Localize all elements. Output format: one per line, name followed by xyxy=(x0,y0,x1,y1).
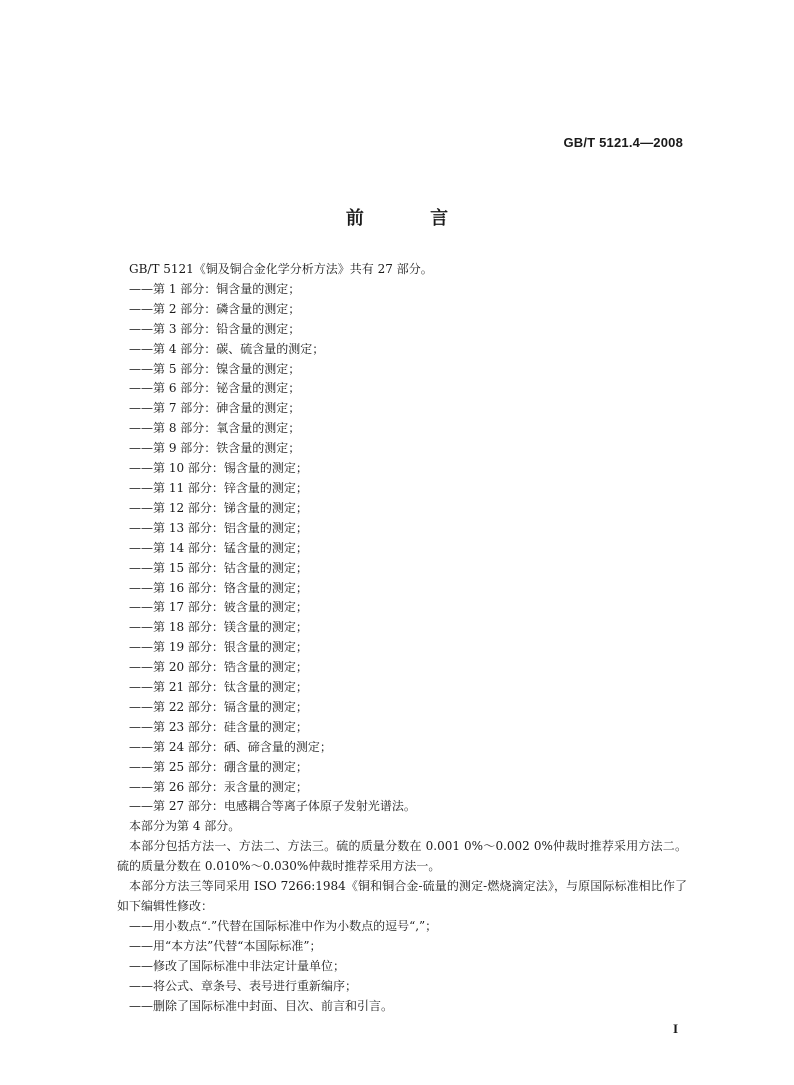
part-list-item: ——第 14 部分：锰含量的测定； xyxy=(129,540,308,555)
foreword-body xyxy=(117,260,687,1016)
part-list-item: ——第 20 部分：锆含量的测定； xyxy=(129,660,308,675)
part-list-item: ——第 9 部分：铁含量的测定； xyxy=(129,441,301,456)
this-part-line: 本部分为第 4 部分。 xyxy=(129,819,241,834)
standard-code: GB/T 5121.4—2008 xyxy=(563,135,683,150)
modification-list-item: ——修改了国际标准中非法定计量单位； xyxy=(129,958,346,973)
part-list-item: ——第 18 部分：镁含量的测定； xyxy=(129,620,308,635)
part-list-item: ——第 12 部分：锑含量的测定； xyxy=(129,500,308,515)
modification-list-item: ——用“本方法”代替“本国际标准”； xyxy=(129,938,322,953)
part-list-item: ——第 13 部分：铝含量的测定； xyxy=(129,520,308,535)
modifications-list xyxy=(117,917,687,1017)
part-list-item: ——第 22 部分：镉含量的测定； xyxy=(129,699,308,714)
modification-list-item: ——删除了国际标准中封面、目次、前言和引言。 xyxy=(129,998,394,1013)
part-list-item: ——第 11 部分：锌含量的测定； xyxy=(129,480,308,495)
part-list-item: ——第 5 部分：镍含量的测定； xyxy=(129,361,301,376)
parts-list xyxy=(117,280,687,817)
modification-list-item: ——用小数点“.”代替在国际标准中作为小数点的逗号“,”； xyxy=(129,918,438,933)
part-list-item: ——第 25 部分：硼含量的测定； xyxy=(129,759,308,774)
part-list-item: ——第 19 部分：银含量的测定； xyxy=(129,640,308,655)
equivalence-paragraph: 本部分方法三等同采用 ISO 7266:1984《铜和铜合金-硫量的测定-燃烧滴定法》，与原国际标准相比作了如下编辑性修改： xyxy=(117,879,687,913)
part-list-item: ——第 16 部分：铬含量的测定； xyxy=(129,580,308,595)
intro-line: GB/T 5121《铜及铜合金化学分析方法》共有 27 部分。 xyxy=(129,262,433,276)
page-title: 前 言 xyxy=(345,208,479,229)
part-list-item: ——第 27 部分：电感耦合等离子体原子发射光谱法。 xyxy=(129,799,416,814)
part-list-item: ——第 23 部分：硅含量的测定； xyxy=(129,719,308,734)
part-list-item: ——第 24 部分：硒、碲含量的测定； xyxy=(129,739,332,754)
part-list-item: ——第 7 部分：砷含量的测定； xyxy=(129,401,301,416)
methods-paragraph: 本部分包括方法一、方法二、方法三。硫的质量分数在 0.001 0%～0.002 0%仲裁时推荐采用方法二。硫的质量分数在 0.010%～0.030%仲裁时推荐采用方法一。 xyxy=(117,839,687,874)
part-list-item: ——第 8 部分：氧含量的测定； xyxy=(129,421,301,436)
part-list-item: ——第 26 部分：汞含量的测定； xyxy=(129,779,308,794)
part-list-item: ——第 3 部分：铅含量的测定； xyxy=(129,321,301,336)
part-list-item: ——第 10 部分：锡含量的测定； xyxy=(129,461,308,476)
part-list-item: ——第 1 部分：铜含量的测定； xyxy=(129,281,301,296)
modification-list-item: ——将公式、章条号、表号进行重新编序； xyxy=(129,978,358,993)
part-list-item: ——第 17 部分：铍含量的测定； xyxy=(129,600,308,615)
part-list-item: ——第 4 部分：碳、硫含量的测定； xyxy=(129,341,325,356)
part-list-item: ——第 6 部分：铋含量的测定； xyxy=(129,381,301,396)
part-list-item: ——第 15 部分：钴含量的测定； xyxy=(129,560,308,575)
page-number: I xyxy=(672,1021,678,1036)
part-list-item: ——第 2 部分：磷含量的测定； xyxy=(129,301,301,316)
part-list-item: ——第 21 部分：钛含量的测定； xyxy=(129,680,308,695)
